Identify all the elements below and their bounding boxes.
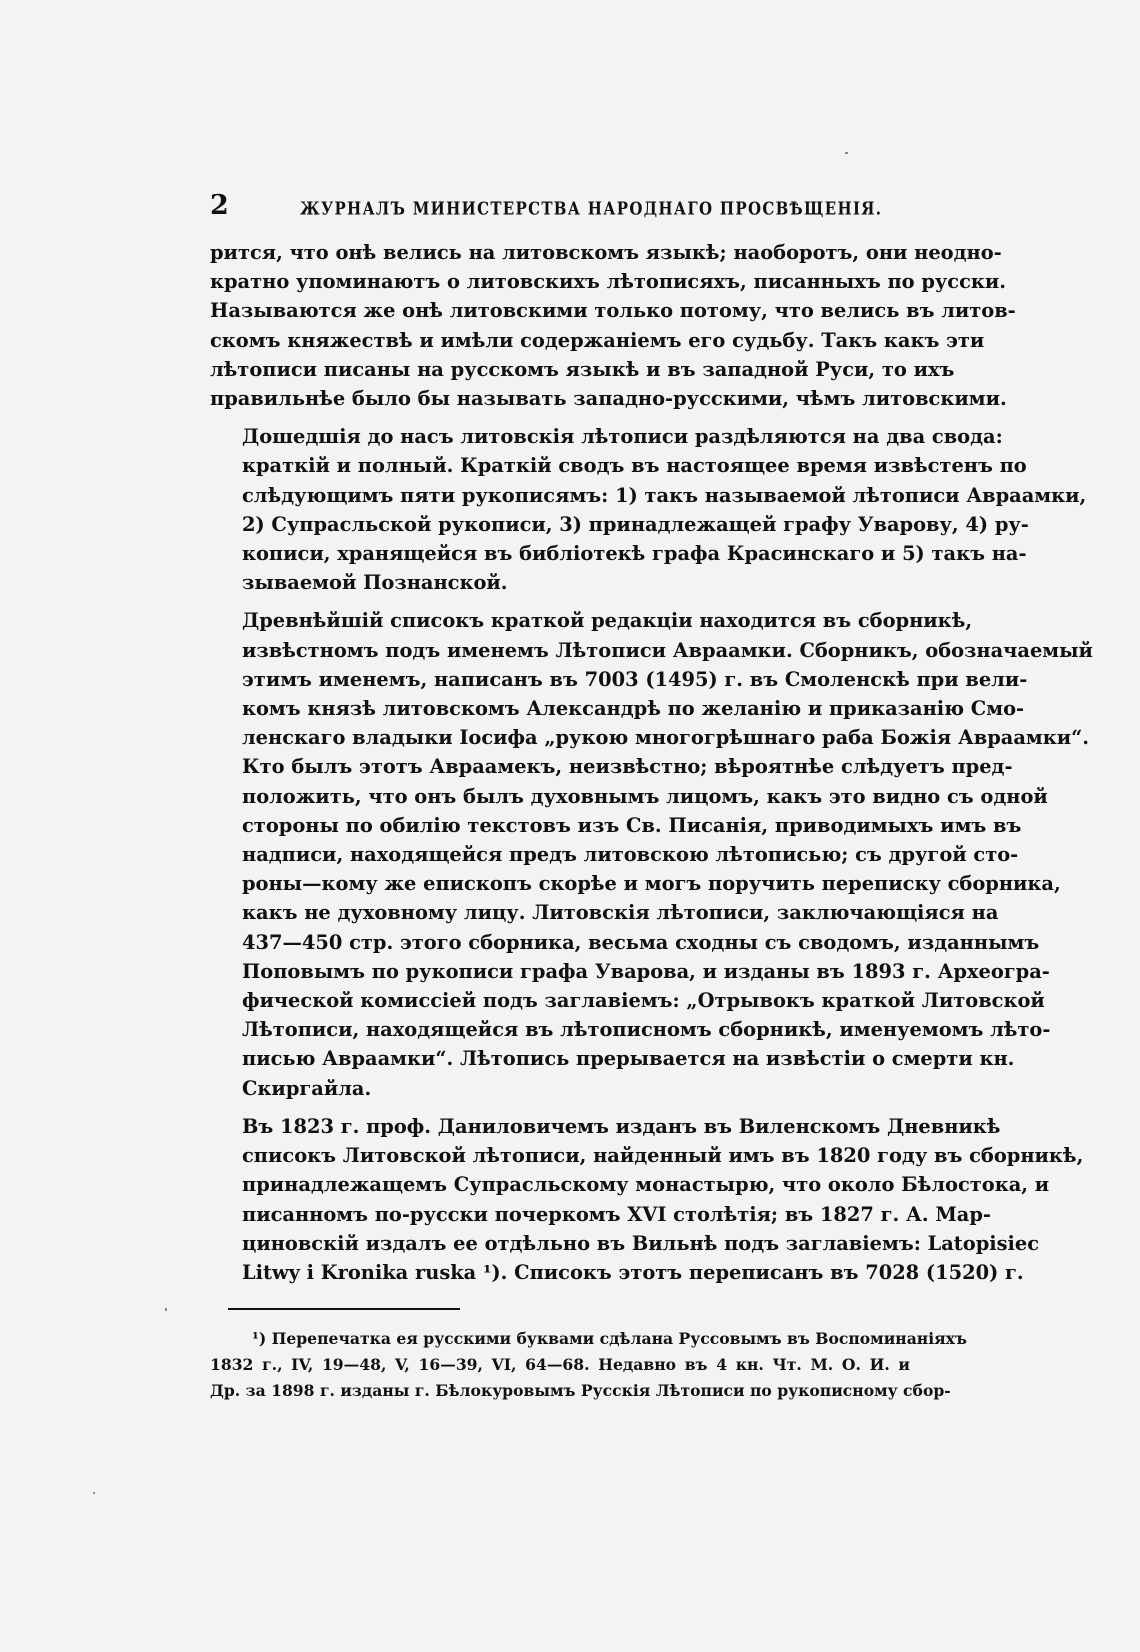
text-line: роны—кому же епископъ скорѣе и могъ поручить переписку сборника,: [242, 872, 1061, 896]
text-line: Скиргайла.: [242, 1076, 372, 1100]
text-line: 437—450 стр. этого сборника, весьма сходны съ сводомъ, изданнымъ: [242, 930, 1040, 954]
text-line: Называются же онѣ литовскими только потому, что велись въ литов-: [210, 299, 1016, 323]
scan-speck: [93, 1492, 95, 1494]
text-line: Поповымъ по рукописи графа Уварова, и изданы въ 1893 г. Археогра-: [242, 959, 1050, 983]
text-line: лѣтописи писаны на русскомъ языкѣ и въ западной Руси, то ихъ: [210, 357, 955, 381]
text-line: какъ не духовному лицу. Литовскія лѣтописи, заключающіяся на: [242, 901, 999, 925]
text-line: писью Авраамки“. Лѣтопись прерывается на извѣстіи о смерти кн.: [242, 1047, 1015, 1071]
text-line: Дошедшія до насъ литовскія лѣтописи раздѣляются на два свода:: [242, 425, 1003, 449]
text-line: скомъ княжествѣ и имѣли содержаніемъ его судьбу. Такъ какъ эти: [210, 328, 985, 352]
text-line: краткій и полный. Краткій сводъ въ настоящее время извѣстенъ по: [242, 454, 1027, 478]
text-line: Лѣтописи, находящейся въ лѣтописномъ сборникѣ, именуемомъ лѣто-: [242, 1018, 1051, 1042]
text-line: рится, что онѣ велись на литовскомъ языкѣ; наоборотъ, они неодно-: [210, 241, 1002, 264]
text-line: положить, что онъ былъ духовнымъ лицомъ, какъ это видно съ одной: [242, 784, 1048, 808]
text-line: извѣстномъ подъ именемъ Лѣтописи Авраамки. Сборникъ, обозначаемый: [242, 638, 1093, 662]
footnote: [210, 1326, 967, 1404]
text-line: писанномъ по-русски почеркомъ XVI столѣтія; въ 1827 г. А. Мар-: [242, 1202, 991, 1226]
text-line: надписи, находящейся предъ литовскою лѣтописью; съ другой сто-: [242, 843, 1019, 867]
text-line: Кто былъ этотъ Авраамекъ, неизвѣстно; вѣроятнѣе слѣдуетъ пред-: [242, 755, 1013, 779]
text-line: стороны по обилію текстовъ изъ Св. Писанія, приводимыхъ имъ въ: [242, 813, 1022, 837]
text-line: Древнѣйшій списокъ краткой редакціи находится въ сборникѣ,: [242, 609, 973, 633]
text-line: кописи, хранящейся въ библіотекѣ графа Красинскаго и 5) такъ на-: [242, 542, 1027, 566]
text-line: Litwy i Kronika ruska ¹). Списокъ этотъ переписанъ въ 7028 (1520) г.: [242, 1260, 1024, 1284]
body-text: [210, 238, 1093, 1287]
running-title: ЖУРНАЛЪ МИНИСТЕРСТВА НАРОДНАГО ПРОСВѢЩЕНІЯ.: [300, 198, 883, 220]
text-line: списокъ Литовской лѣтописи, найденный имъ въ 1820 году въ сборникѣ,: [242, 1144, 1084, 1168]
footnote-divider: [228, 1308, 460, 1310]
paragraph-1: [210, 238, 1016, 413]
text-line: фической комиссіей подъ заглавіемъ: „Отрывокъ краткой Литовской: [242, 989, 1045, 1013]
paragraph-4: [210, 1112, 1084, 1287]
page-number: 2: [210, 190, 229, 221]
text-line: Въ 1823 г. проф. Даниловичемъ изданъ въ Виленскомъ Дневникѣ: [242, 1114, 1001, 1138]
paragraph-3: [210, 606, 1093, 1102]
text-line: циновскій издалъ ее отдѣльно въ Вильнѣ подъ заглавіемъ: Latopisiec: [242, 1231, 1040, 1255]
footnote-line: ¹) Перепечатка ея русскими буквами сдѣлана Руссовымъ въ Воспоминаніяхъ: [252, 1329, 967, 1348]
text-line: слѣдующимъ пяти рукописямъ: 1) такъ называемой лѣтописи Авраамки,: [242, 483, 1087, 507]
paragraph-2: [210, 422, 1087, 597]
scan-speck: [845, 152, 848, 154]
text-line: этимъ именемъ, написанъ въ 7003 (1495) г. въ Смоленскѣ при вели-: [242, 667, 1028, 691]
footnote-line: Др. за 1898 г. изданы г. Бѣлокуровымъ Русскія Лѣтописи по рукописному сбор-: [210, 1381, 951, 1400]
text-line: 2) Супрасльской рукописи, 3) принадлежащей графу Уварову, 4) ру-: [242, 512, 1029, 536]
text-line: зываемой Познанской.: [242, 571, 508, 595]
footnote-line: 1832 г., IV, 19—48, V, 16—39, VI, 64—68. Недавно въ 4 кн. Чт. М. О. И. и: [210, 1355, 910, 1374]
text-line: принадлежащемъ Супрасльскому монастырю, что около Бѣлостока, и: [242, 1173, 1050, 1197]
text-line: кратно упоминаютъ о литовскихъ лѣтописяхъ, писанныхъ по русски.: [210, 270, 1007, 294]
running-header: [210, 190, 910, 224]
scan-speck: [165, 1308, 167, 1311]
text-line: правильнѣе было бы называть западно-русскими, чѣмъ литовскими.: [210, 387, 1007, 411]
text-line: ленскаго владыки Іосифа „рукою многогрѣшнаго раба Божія Авраамки“.: [242, 726, 1090, 750]
text-line: комъ князѣ литовскомъ Александрѣ по желанію и приказанію Смо-: [242, 697, 1025, 721]
